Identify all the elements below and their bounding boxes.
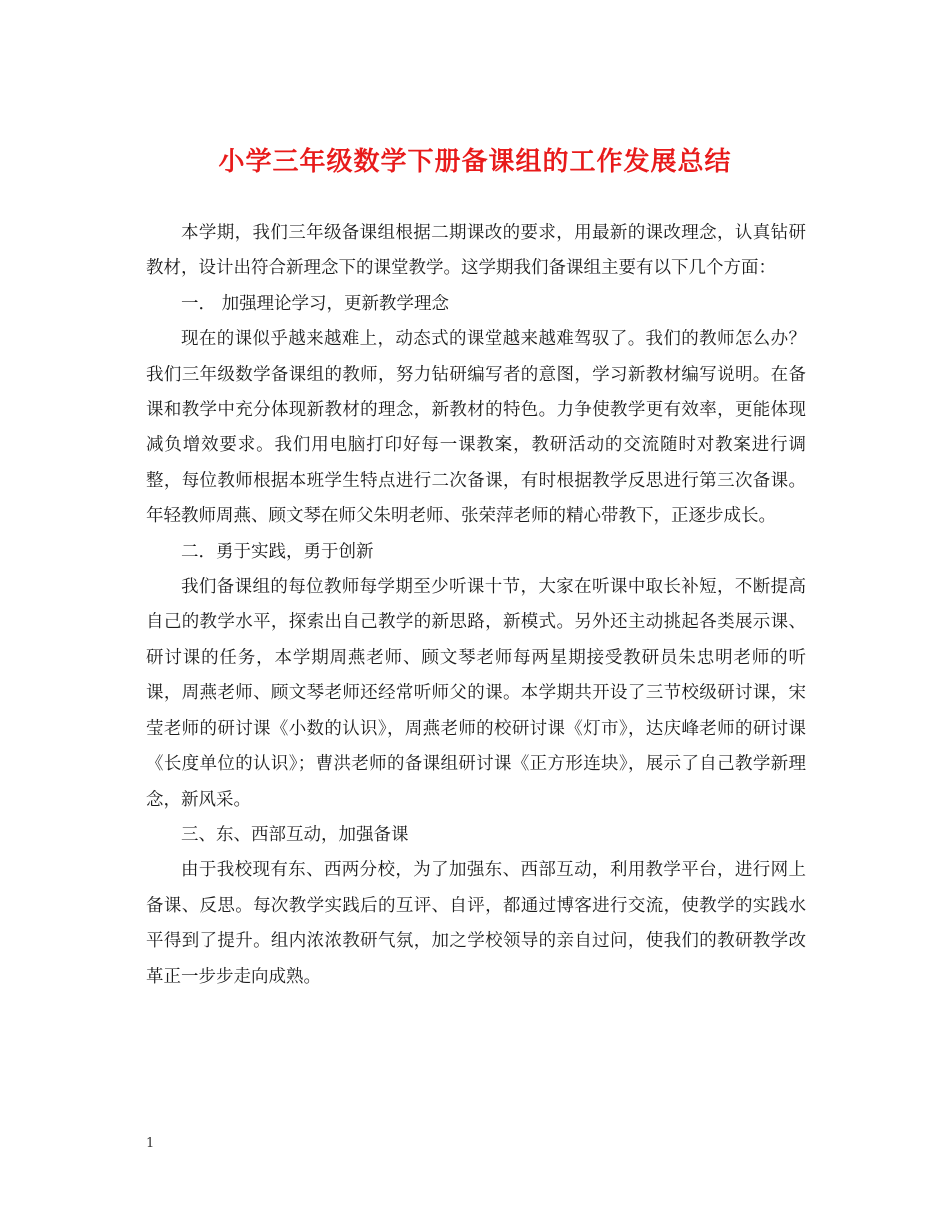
section-1-paragraph: 现在的课似乎越来越难上，动态式的课堂越来越难驾驭了。我们的教师怎么办？我们三年级数学备课组的教师，努力钻研编写者的意图，学习新教材编写说明。在备课和教学中充分体现新教材的理念，新教材的特色。力争使教学更有效率，更能体现减负增效要求。我们用电脑打印好每一课教案，教研活动的交流随时对教案进行调整，每位教师根据本班学生特点进行二次备课，有时根据教学反思进行第三次备课。年轻教师周燕、顾文琴在师父朱明老师、张荣萍老师的精心带教下，正逐步成长。 (146, 329, 806, 527)
section-1-heading: 一． 加强理论学习，更新教学理念 (181, 293, 450, 314)
document-title: 小学三年级数学下册备课组的工作发展总结 (218, 147, 732, 177)
section-2-heading: 二．勇于实践，勇于创新 (181, 541, 374, 562)
intro-paragraph: 本学期，我们三年级备课组根据二期课改的要求，用最新的课改理念，认真钻研教材，设计出符合新理念下的课堂教学。这学期我们备课组主要有以下几个方面： (146, 223, 806, 279)
document-body (146, 216, 806, 995)
page-number: 1 (146, 1136, 155, 1151)
section-2-paragraph: 我们备课组的每位教师每学期至少听课十节，大家在听课中取长补短，不断提高自己的教学水平，探索出自己教学的新思路，新模式。另外还主动挑起各类展示课、研讨课的任务，本学期周燕老师、顾文琴老师每两星期接受教研员朱忠明老师的听课，周燕老师、顾文琴老师还经常听师父的课。本学期共开设了三节校级研讨课，宋莹老师的研讨课《小数的认识》，周燕老师的校研讨课《灯市》，达庆峰老师的研讨课《长度单位的认识》；曹洪老师的备课组研讨课《正方形连块》，展示了自己教学新理念，新风采。 (146, 577, 806, 810)
section-3-paragraph: 由于我校现有东、西两分校，为了加强东、西部互动，利用教学平台，进行网上备课、反思。每次教学实践后的互评、自评，都通过博客进行交流，使教学的实践水平得到了提升。组内浓浓教研气氛，加之学校领导的亲自过问，使我们的教研教学改革正一步步走向成熟。 (146, 860, 806, 987)
section-3-heading: 三、东、西部互动，加强备课 (181, 824, 409, 845)
